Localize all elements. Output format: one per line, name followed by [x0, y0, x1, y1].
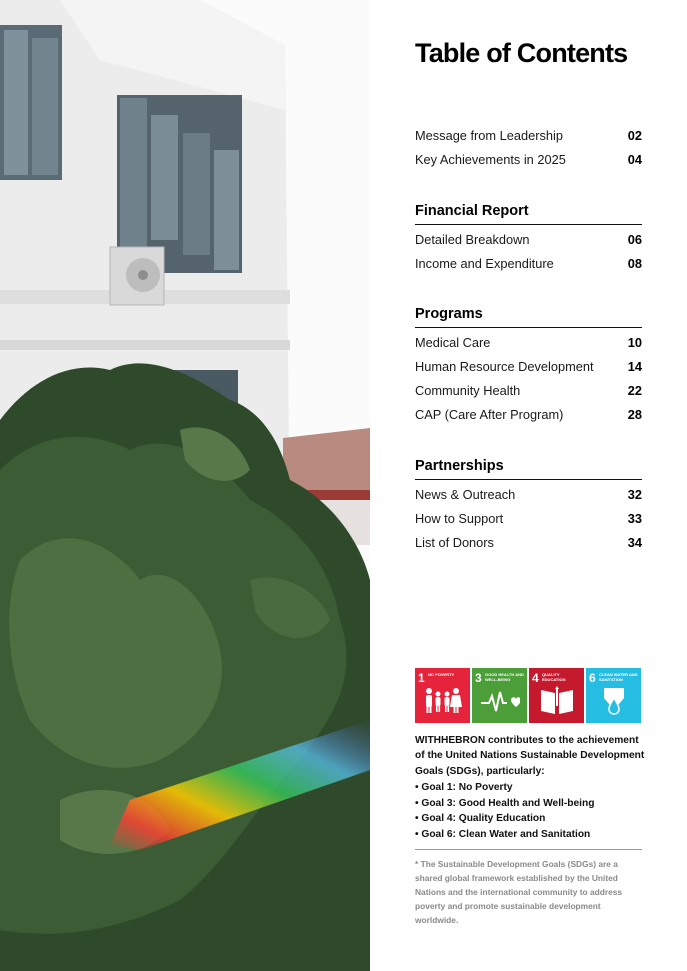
toc-entry-label: Message from Leadership — [415, 128, 563, 143]
sdg-number: 1 — [418, 671, 425, 685]
toc-entry-label: Key Achievements in 2025 — [415, 152, 566, 167]
toc-entry-page: 33 — [627, 511, 642, 526]
family-icon — [423, 686, 463, 716]
sdg-name: QUALITY EDUCATION — [542, 672, 566, 682]
toc-intro-group — [415, 124, 642, 172]
sdg-number: 6 — [589, 671, 596, 685]
divider — [415, 849, 642, 850]
page-title: Table of Contents — [415, 38, 628, 68]
sdg-footnote: * The Sustainable Development Goals (SDGs) are a shared global framework established by the United Nations and the international community to address poverty and promote sustainable development worldwide. — [415, 859, 623, 925]
section-heading: Partnerships — [415, 458, 642, 480]
sdg-goal-item: • Goal 4: Quality Education — [415, 811, 647, 827]
toc-entry-page: 14 — [627, 359, 642, 374]
toc-entry[interactable] — [415, 331, 642, 355]
sdg-tile-3 — [472, 668, 527, 723]
heartbeat-icon — [480, 686, 520, 716]
sdg-goal-list — [415, 780, 647, 842]
section-heading: Programs — [415, 306, 642, 328]
toc-entry-page: 06 — [627, 232, 642, 247]
toc-entry-page: 04 — [627, 152, 642, 167]
toc-entry-label: News & Outreach — [415, 487, 516, 502]
toc-entry-page: 08 — [627, 256, 642, 271]
toc-entry-page: 22 — [627, 383, 642, 398]
toc-entry-page: 28 — [627, 407, 642, 422]
toc-entry-page: 32 — [627, 487, 642, 502]
toc-entry[interactable] — [415, 228, 642, 252]
sdg-number: 3 — [475, 671, 482, 685]
sdg-tile-4 — [529, 668, 584, 723]
toc-entry-label: Human Resource Development — [415, 359, 594, 374]
sdg-name: GOOD HEALTH AND WELL-BEING — [485, 672, 524, 682]
toc-entry-label: Income and Expenditure — [415, 256, 554, 271]
sdg-goal-item: • Goal 3: Good Health and Well-being — [415, 796, 647, 812]
toc-entry[interactable] — [415, 379, 642, 403]
sdg-tiles — [415, 668, 641, 723]
toc-entry[interactable] — [415, 355, 642, 379]
toc-entry-page: 34 — [627, 535, 642, 550]
toc-entry[interactable] — [415, 148, 642, 172]
toc-entry[interactable] — [415, 531, 642, 555]
toc-entry-label: Detailed Breakdown — [415, 232, 530, 247]
toc-entry-label: CAP (Care After Program) — [415, 407, 564, 422]
toc-section-partnerships — [415, 458, 642, 555]
water-drop-icon — [594, 686, 634, 716]
toc-entry-label: How to Support — [415, 511, 504, 526]
toc-entry-label: Community Health — [415, 383, 521, 398]
sdg-intro-text: WITHHEBRON contributes to the achievement of the United Nations Sustainable Development Goals (SDGs), particularly: — [415, 735, 645, 777]
book-icon — [537, 686, 577, 716]
sdg-number: 4 — [532, 671, 539, 685]
toc-section-financial — [415, 203, 642, 276]
sdg-goal-item: • Goal 6: Clean Water and Sanitation — [415, 827, 647, 843]
toc-entry-label: Medical Care — [415, 335, 491, 350]
toc-entry[interactable] — [415, 124, 642, 148]
sdg-tile-6 — [586, 668, 641, 723]
toc-entry[interactable] — [415, 507, 642, 531]
toc-section-programs — [415, 306, 642, 427]
sdg-name: NO POVERTY — [428, 672, 455, 677]
toc-entry-page: 10 — [627, 335, 642, 350]
toc-entry[interactable] — [415, 252, 642, 276]
toc-entry-label: List of Donors — [415, 535, 494, 550]
toc-entry[interactable] — [415, 403, 642, 427]
sdg-name: CLEAN WATER AND SANITATION — [599, 672, 638, 682]
toc-entry[interactable] — [415, 483, 642, 507]
sdg-goal-item: • Goal 1: No Poverty — [415, 780, 647, 796]
sdg-tile-1 — [415, 668, 470, 723]
toc-entry-page: 02 — [627, 128, 642, 143]
section-heading: Financial Report — [415, 203, 642, 225]
